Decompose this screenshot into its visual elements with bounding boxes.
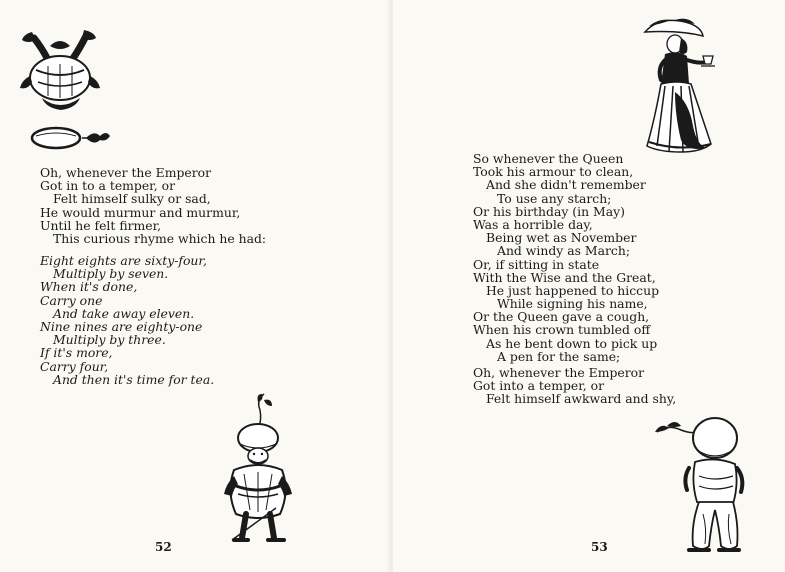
right-page bbox=[393, 0, 785, 572]
verse-line: And she didn't remember bbox=[486, 177, 646, 193]
page-number-right: 53 bbox=[591, 540, 608, 554]
page-number-left: 52 bbox=[155, 540, 172, 554]
verse-line: Was a horrible day, bbox=[473, 216, 593, 232]
verse-line: Until he felt firmer, bbox=[40, 217, 162, 233]
emperor-hat-icon bbox=[653, 410, 753, 560]
verse-stanza-3 bbox=[473, 366, 676, 406]
verse-line: Or the Queen gave a cough, bbox=[473, 309, 650, 325]
verse-stanza-2 bbox=[473, 152, 659, 363]
verse-line: Oh, whenever the Emperor bbox=[40, 165, 212, 180]
verse-line: Felt himself awkward and shy, bbox=[486, 391, 677, 407]
verse-line: Multiply by three. bbox=[53, 332, 166, 348]
verse-line: And take away eleven. bbox=[53, 305, 195, 321]
verse-line: Or his birthday (in May) bbox=[473, 203, 625, 219]
verse-stanza-1 bbox=[40, 166, 266, 245]
verse-line: To use any starch; bbox=[497, 190, 612, 206]
verse-line: This curious rhyme which he had: bbox=[53, 230, 267, 246]
crown-on-ground-icon bbox=[26, 124, 116, 152]
emperor-upside-down-icon bbox=[14, 26, 110, 112]
verse-line: Eight eights are sixty-four, bbox=[40, 253, 207, 268]
verse-line: If it's more, bbox=[40, 345, 113, 361]
verse-line: Felt himself sulky or sad, bbox=[53, 191, 211, 207]
verse-line: Multiply by seven. bbox=[53, 266, 169, 282]
verse-line: Carry four, bbox=[40, 358, 109, 374]
verse-line: With the Wise and the Great, bbox=[473, 269, 656, 285]
verse-line: When it's done, bbox=[40, 279, 138, 295]
verse-line: When his crown tumbled off bbox=[473, 322, 651, 338]
verse-line: Got in to a temper, or bbox=[40, 178, 176, 194]
left-page bbox=[0, 0, 392, 572]
emperor-turban-icon bbox=[216, 390, 300, 550]
verse-line: Or, if sitting in state bbox=[473, 256, 600, 272]
queen-teacup-icon bbox=[635, 14, 725, 158]
verse-line: While signing his name, bbox=[497, 296, 648, 312]
verse-line: And windy as March; bbox=[497, 243, 630, 259]
verse-line: Took his armour to clean, bbox=[473, 164, 634, 180]
verse-line: Being wet as November bbox=[486, 230, 637, 246]
verse-line: A pen for the same; bbox=[497, 348, 621, 364]
verse-line: As he bent down to pick up bbox=[486, 335, 658, 351]
verse-line: He would murmur and murmur, bbox=[40, 204, 241, 220]
curious-rhyme bbox=[40, 254, 214, 386]
verse-line: Got into a temper, or bbox=[473, 378, 605, 394]
verse-line: So whenever the Queen bbox=[473, 151, 624, 166]
verse-line: Carry one bbox=[40, 292, 103, 308]
verse-line: And then it's time for tea. bbox=[53, 371, 215, 387]
verse-line: He just happened to hiccup bbox=[486, 282, 660, 298]
verse-line: Oh, whenever the Emperor bbox=[473, 365, 645, 380]
verse-line: Nine nines are eighty-one bbox=[40, 318, 203, 334]
